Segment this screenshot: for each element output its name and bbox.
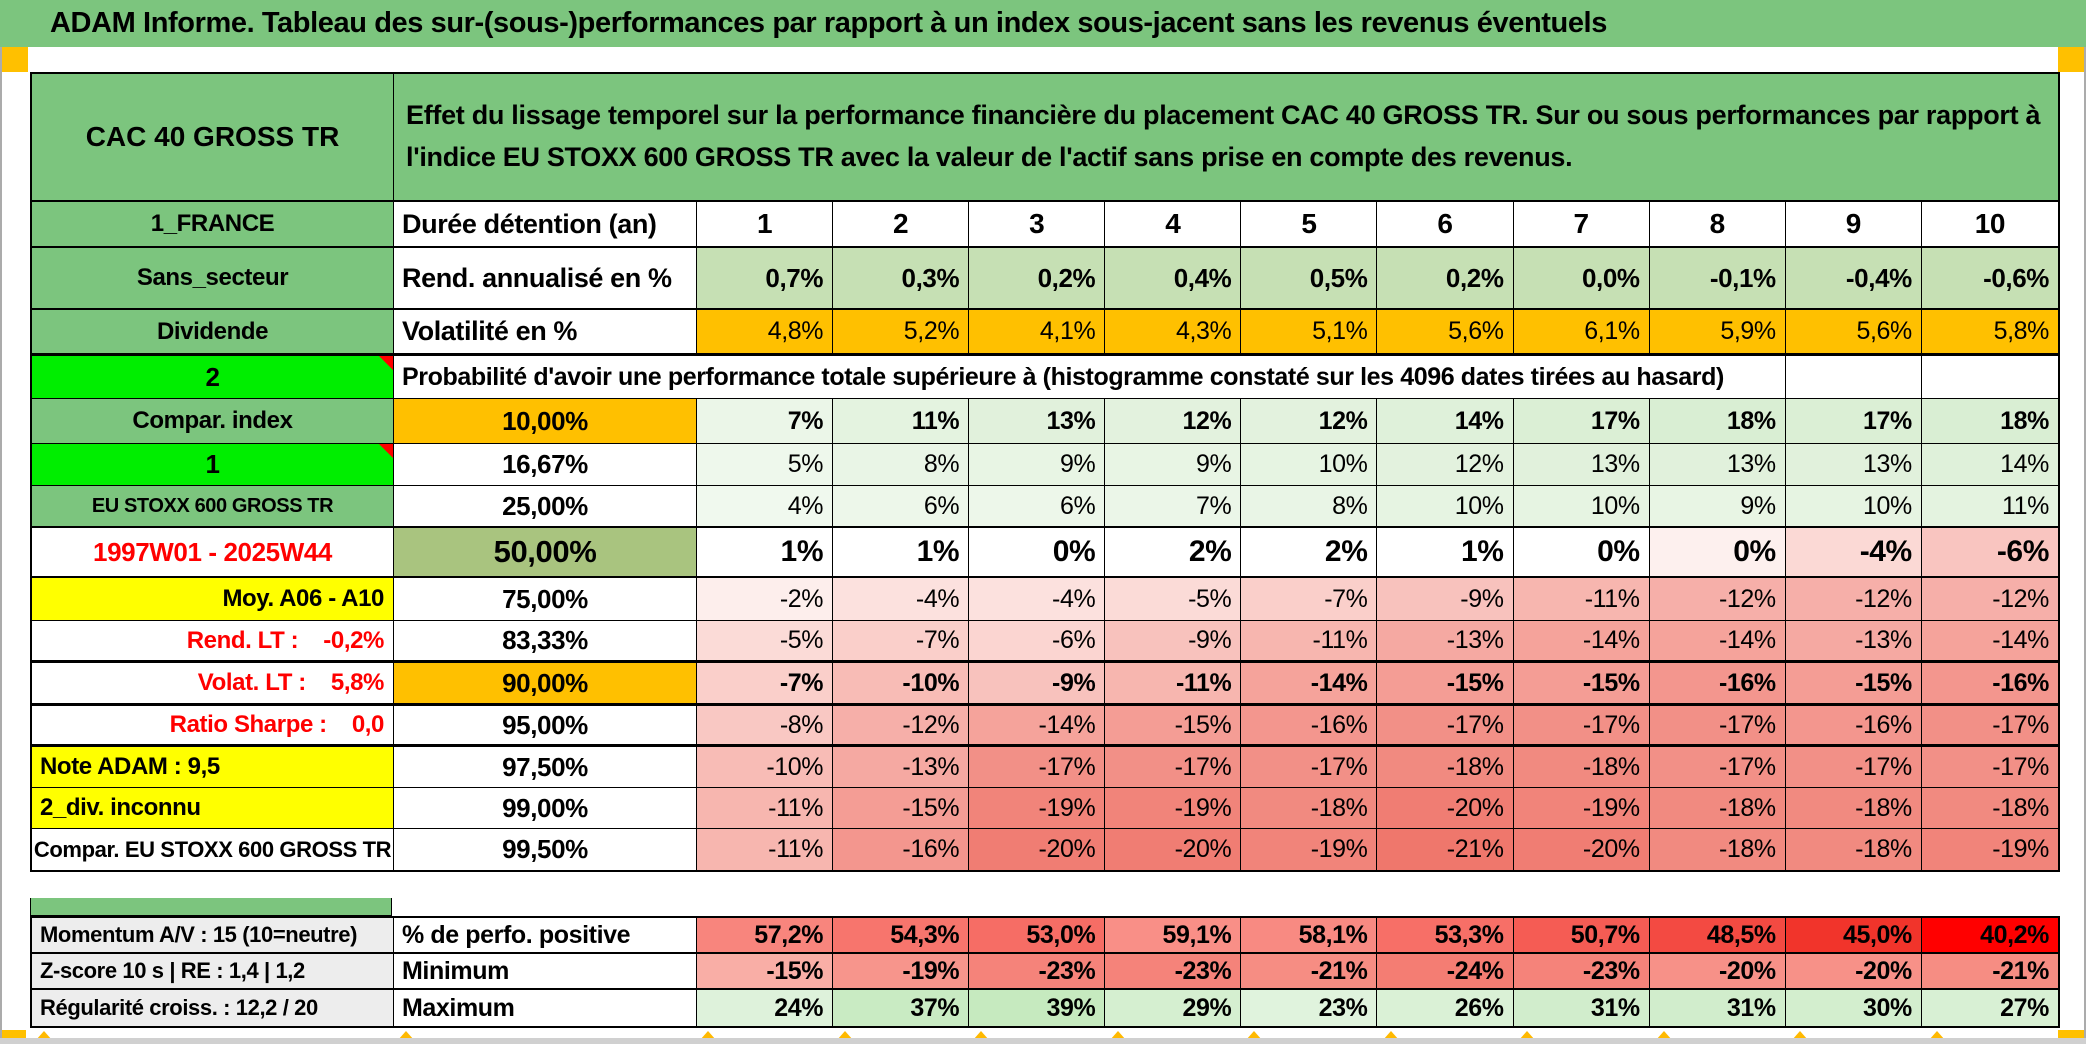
data-cell[interactable]: 6% [833,486,969,526]
data-cell[interactable]: -14% [1241,663,1377,703]
data-cell[interactable]: -15% [697,954,833,988]
data-cell[interactable] [1786,356,1922,398]
data-cell[interactable]: 9% [1650,486,1786,526]
data-cell[interactable]: 0,3% [833,248,969,308]
data-cell[interactable]: -14% [1650,621,1786,660]
data-cell[interactable]: 1% [1377,528,1513,576]
data-cell[interactable]: 13% [1786,444,1922,485]
data-cell[interactable]: -20% [1105,829,1241,870]
data-cell[interactable]: 9% [1105,444,1241,485]
data-cell[interactable]: 11% [1922,486,2058,526]
data-cell[interactable]: 48,5% [1650,918,1786,952]
row-label[interactable]: Sans_secteur [32,248,394,308]
data-cell[interactable]: 10% [1241,444,1377,485]
row-subheader[interactable]: % de perfo. positive [394,918,697,952]
data-cell[interactable]: -12% [1650,578,1786,620]
data-cell[interactable]: 13% [969,399,1105,443]
row-label[interactable]: Note ADAM : 9,5 [32,747,394,787]
data-cell[interactable]: 0,2% [969,248,1105,308]
column-header[interactable]: 6 [1377,202,1513,246]
data-cell[interactable]: -14% [969,706,1105,744]
row-subheader[interactable]: Volatilité en % [394,310,697,353]
data-cell[interactable]: 0,5% [1241,248,1377,308]
data-cell[interactable]: -0,6% [1922,248,2058,308]
table-row [32,248,2058,310]
data-cell[interactable]: -20% [1514,829,1650,870]
data-cell[interactable]: -15% [1377,663,1513,703]
data-cell[interactable]: -21% [1922,954,2058,988]
data-cell[interactable]: 18% [1922,399,2058,443]
data-cell[interactable]: -17% [1650,706,1786,744]
row-subheader[interactable]: Maximum [394,990,697,1026]
data-cell[interactable]: -11% [697,829,833,870]
row-subheader[interactable]: Rend. annualisé en % [394,248,697,308]
data-cell[interactable]: -21% [1377,829,1513,870]
data-cell[interactable]: -17% [1786,747,1922,787]
row-label[interactable]: 1997W01 - 2025W44 [32,528,394,576]
data-cell[interactable]: -9% [1105,621,1241,660]
row-label[interactable]: Moy. A06 - A10 [32,578,394,620]
data-cell[interactable]: 24% [697,990,833,1026]
row-subheader[interactable]: 75,00% [394,578,697,620]
row-label[interactable]: Compar. index [32,399,394,443]
data-cell[interactable]: -23% [969,954,1105,988]
data-cell[interactable]: -17% [1377,706,1513,744]
data-cell[interactable]: -10% [833,663,969,703]
data-cell[interactable]: 4,8% [697,310,833,353]
data-cell[interactable]: 31% [1514,990,1650,1026]
data-cell[interactable]: 13% [1514,444,1650,485]
data-cell[interactable]: 54,3% [833,918,969,952]
data-cell[interactable]: -18% [1650,788,1786,828]
data-cell[interactable]: 8% [833,444,969,485]
main-table [30,72,2060,872]
data-cell[interactable]: -18% [1922,788,2058,828]
data-cell[interactable]: 45,0% [1786,918,1922,952]
data-cell[interactable]: 9% [969,444,1105,485]
column-header[interactable]: 4 [1105,202,1241,246]
column-header[interactable]: 7 [1514,202,1650,246]
data-cell[interactable]: 5,9% [1650,310,1786,353]
data-cell[interactable]: -8% [697,706,833,744]
data-cell[interactable]: -17% [1241,747,1377,787]
data-cell[interactable]: -19% [969,788,1105,828]
data-cell[interactable]: 26% [1377,990,1513,1026]
data-cell[interactable]: 7% [1105,486,1241,526]
data-cell[interactable]: 11% [833,399,969,443]
data-cell[interactable]: -9% [969,663,1105,703]
data-cell[interactable]: 59,1% [1105,918,1241,952]
row-label[interactable]: Compar. EU STOXX 600 GROSS TR [32,829,394,870]
data-cell[interactable]: 1% [697,528,833,576]
data-cell[interactable]: -6% [969,621,1105,660]
data-cell[interactable]: 40,2% [1922,918,2058,952]
table-row [32,990,2058,1026]
data-cell[interactable]: 23% [1241,990,1377,1026]
table-row [32,202,2058,248]
data-cell[interactable] [1922,356,2058,398]
column-header[interactable]: 2 [833,202,969,246]
data-cell[interactable]: -12% [833,706,969,744]
column-header[interactable]: 3 [969,202,1105,246]
data-cell[interactable]: 7% [697,399,833,443]
row-label[interactable]: Régularité croiss. : 12,2 / 20 [32,990,394,1026]
data-cell[interactable]: 50,7% [1514,918,1650,952]
data-cell[interactable]: -14% [1514,621,1650,660]
data-cell[interactable]: 5,6% [1786,310,1922,353]
orange-marker-top-left [2,47,28,72]
data-cell[interactable]: -15% [1105,706,1241,744]
footer-table [30,916,2060,1028]
data-cell[interactable]: -17% [1514,706,1650,744]
data-cell[interactable]: -19% [1514,788,1650,828]
row-subheader[interactable]: Durée détention (an) [394,202,697,246]
data-cell[interactable]: -7% [833,621,969,660]
table-row [32,706,2058,747]
data-cell[interactable]: -15% [1786,663,1922,703]
data-cell[interactable]: -9% [1377,578,1513,620]
data-cell[interactable]: -18% [1377,747,1513,787]
data-cell[interactable]: 18% [1650,399,1786,443]
report-title: ADAM Informe. Tableau des sur-(sous-)performances par rapport à un index sous-jacent sans les revenus éventuels [50,7,1607,39]
data-cell[interactable]: 0,0% [1514,248,1650,308]
data-cell[interactable]: -13% [833,747,969,787]
row-subheader[interactable]: 83,33% [394,621,697,660]
data-cell[interactable]: 0% [1650,528,1786,576]
row-subheader[interactable]: 99,50% [394,829,697,870]
row-subheader[interactable]: 25,00% [394,486,697,526]
data-cell[interactable]: -19% [1105,788,1241,828]
data-cell[interactable]: 8% [1241,486,1377,526]
data-cell[interactable]: -5% [697,621,833,660]
instrument-cell[interactable]: CAC 40 GROSS TR [32,74,394,200]
bottom-strip [0,1038,2086,1044]
data-cell[interactable]: -11% [1514,578,1650,620]
table-row [32,528,2058,578]
row-label[interactable]: EU STOXX 600 GROSS TR [32,486,394,526]
data-cell[interactable]: 17% [1786,399,1922,443]
row-subheader[interactable]: Minimum [394,954,697,988]
data-cell[interactable]: -16% [833,829,969,870]
data-cell[interactable]: 2% [1241,528,1377,576]
data-cell[interactable]: -23% [1514,954,1650,988]
data-cell[interactable]: -17% [1922,706,2058,744]
data-cell[interactable]: -17% [969,747,1105,787]
data-cell[interactable]: -18% [1786,788,1922,828]
column-header[interactable]: 10 [1922,202,2058,246]
table-row [32,356,2058,399]
data-cell[interactable]: 4% [697,486,833,526]
data-cell[interactable]: 0% [1514,528,1650,576]
data-cell[interactable]: -0,1% [1650,248,1786,308]
data-cell[interactable]: 0% [969,528,1105,576]
data-cell[interactable]: -16% [1922,663,2058,703]
data-cell[interactable]: 0,2% [1377,248,1513,308]
data-cell[interactable]: 57,2% [697,918,833,952]
data-cell[interactable]: 10% [1786,486,1922,526]
data-cell[interactable]: 12% [1241,399,1377,443]
data-cell[interactable]: 5% [697,444,833,485]
row-subheader[interactable]: 10,00% [394,399,697,443]
row-label[interactable]: Dividende [32,310,394,353]
data-cell[interactable]: 14% [1922,444,2058,485]
data-cell[interactable]: 39% [969,990,1105,1026]
data-cell[interactable]: -13% [1786,621,1922,660]
data-cell[interactable]: 0,4% [1105,248,1241,308]
column-header[interactable]: 9 [1786,202,1922,246]
data-cell[interactable]: -16% [1786,706,1922,744]
data-cell[interactable]: 13% [1650,444,1786,485]
comment-marker-icon [379,356,393,370]
table-row [32,578,2058,621]
data-cell[interactable]: 14% [1377,399,1513,443]
data-cell[interactable]: -6% [1922,528,2058,576]
row-label[interactable]: Rend. LT : -0,2% [32,621,394,660]
data-cell[interactable]: -20% [1786,954,1922,988]
data-cell[interactable]: -12% [1786,578,1922,620]
table-row [32,486,2058,528]
table-row [32,829,2058,870]
data-cell[interactable]: 4,3% [1105,310,1241,353]
data-cell[interactable]: -16% [1241,706,1377,744]
row-subheader[interactable]: 50,00% [394,528,697,576]
table-row [32,399,2058,444]
separator-cell[interactable] [30,898,392,916]
data-cell[interactable]: 17% [1514,399,1650,443]
data-cell[interactable]: 12% [1105,399,1241,443]
data-cell[interactable]: 29% [1105,990,1241,1026]
data-cell[interactable]: -14% [1922,621,2058,660]
data-cell[interactable]: -7% [697,663,833,703]
table-row [32,747,2058,788]
row-label[interactable]: Z-score 10 s | RE : 1,4 | 1,2 [32,954,394,988]
table-row [32,918,2058,954]
data-cell[interactable]: -10% [697,747,833,787]
data-cell[interactable]: -4% [1786,528,1922,576]
data-cell[interactable]: 5,6% [1377,310,1513,353]
data-cell[interactable]: 10% [1377,486,1513,526]
row-label[interactable]: Volat. LT : 5,8% [32,663,394,703]
row-label[interactable]: 2 [32,356,394,398]
data-cell[interactable]: -24% [1377,954,1513,988]
footer-body [32,918,2058,1026]
data-cell[interactable]: -7% [1241,578,1377,620]
data-cell[interactable]: -20% [1377,788,1513,828]
data-cell[interactable]: 2% [1105,528,1241,576]
data-cell[interactable]: 10% [1514,486,1650,526]
data-cell[interactable]: 0,7% [697,248,833,308]
data-cell[interactable]: -19% [833,954,969,988]
table-row [32,444,2058,486]
data-cell[interactable]: -2% [697,578,833,620]
data-cell[interactable]: 30% [1786,990,1922,1026]
data-cell[interactable]: 53,3% [1377,918,1513,952]
row-subheader[interactable]: 97,50% [394,747,697,787]
table-row [32,621,2058,663]
data-cell[interactable]: -4% [969,578,1105,620]
merged-note-cell[interactable]: Probabilité d'avoir une performance totale supérieure à (histogramme constaté sur les 4096 dates tirées au hasard) [394,356,1786,398]
data-cell[interactable]: -23% [1105,954,1241,988]
row-subheader[interactable]: 16,67% [394,444,697,485]
table-body [32,202,2058,870]
column-header[interactable]: 8 [1650,202,1786,246]
data-cell[interactable]: -19% [1241,829,1377,870]
data-cell[interactable]: 4,1% [969,310,1105,353]
row-subheader[interactable]: 99,00% [394,788,697,828]
data-cell[interactable]: -11% [1105,663,1241,703]
table-row [32,954,2058,990]
data-cell[interactable]: 58,1% [1241,918,1377,952]
table-row [32,788,2058,829]
data-cell[interactable]: -18% [1241,788,1377,828]
data-cell[interactable]: 6% [969,486,1105,526]
data-cell[interactable]: -18% [1514,747,1650,787]
table-row [32,663,2058,706]
row-subheader[interactable]: 95,00% [394,706,697,744]
data-cell[interactable]: 27% [1922,990,2058,1026]
data-cell[interactable]: 31% [1650,990,1786,1026]
row-label[interactable]: Ratio Sharpe : 0,0 [32,706,394,744]
data-cell[interactable]: -18% [1650,829,1786,870]
data-cell[interactable]: -5% [1105,578,1241,620]
row-subheader[interactable]: 90,00% [394,663,697,703]
data-cell[interactable]: 5,2% [833,310,969,353]
comment-marker-icon [379,444,393,458]
data-cell[interactable]: -20% [969,829,1105,870]
column-header[interactable]: 5 [1241,202,1377,246]
data-cell[interactable]: -13% [1377,621,1513,660]
row-label[interactable]: 1_FRANCE [32,202,394,246]
data-cell[interactable]: 37% [833,990,969,1026]
data-cell[interactable]: -21% [1241,954,1377,988]
data-cell[interactable]: -12% [1922,578,2058,620]
data-cell[interactable]: -17% [1650,747,1786,787]
description-cell[interactable]: Effet du lissage temporel sur la performance financière du placement CAC 40 GROSS TR. Sur ou sous performances par rapport à l'indice EU STOXX 600 GROSS TR avec la valeur de l'actif sans prise en compte des revenus. [394,74,2058,200]
data-cell[interactable]: 6,1% [1514,310,1650,353]
data-cell[interactable]: -4% [833,578,969,620]
orange-marker-top-right [2058,47,2084,72]
row-label[interactable]: Momentum A/V : 15 (10=neutre) [32,918,394,952]
data-cell[interactable]: -20% [1650,954,1786,988]
data-cell[interactable]: -15% [833,788,969,828]
data-cell[interactable]: -19% [1922,829,2058,870]
data-cell[interactable]: -11% [697,788,833,828]
data-cell[interactable]: 53,0% [969,918,1105,952]
column-header[interactable]: 1 [697,202,833,246]
data-cell[interactable]: 5,1% [1241,310,1377,353]
row-label[interactable]: 2_div. inconnu [32,788,394,828]
data-cell[interactable]: -15% [1514,663,1650,703]
data-cell[interactable]: -17% [1922,747,2058,787]
report-title-bar[interactable] [0,0,2086,47]
data-cell[interactable]: -16% [1650,663,1786,703]
data-cell[interactable]: -0,4% [1786,248,1922,308]
data-cell[interactable]: -17% [1105,747,1241,787]
data-cell[interactable]: 1% [833,528,969,576]
data-cell[interactable]: 5,8% [1922,310,2058,353]
table-header-row [32,74,2058,202]
table-row [32,310,2058,356]
data-cell[interactable]: -18% [1786,829,1922,870]
data-cell[interactable]: 12% [1377,444,1513,485]
data-cell[interactable]: -11% [1241,621,1377,660]
row-label[interactable]: 1 [32,444,394,485]
